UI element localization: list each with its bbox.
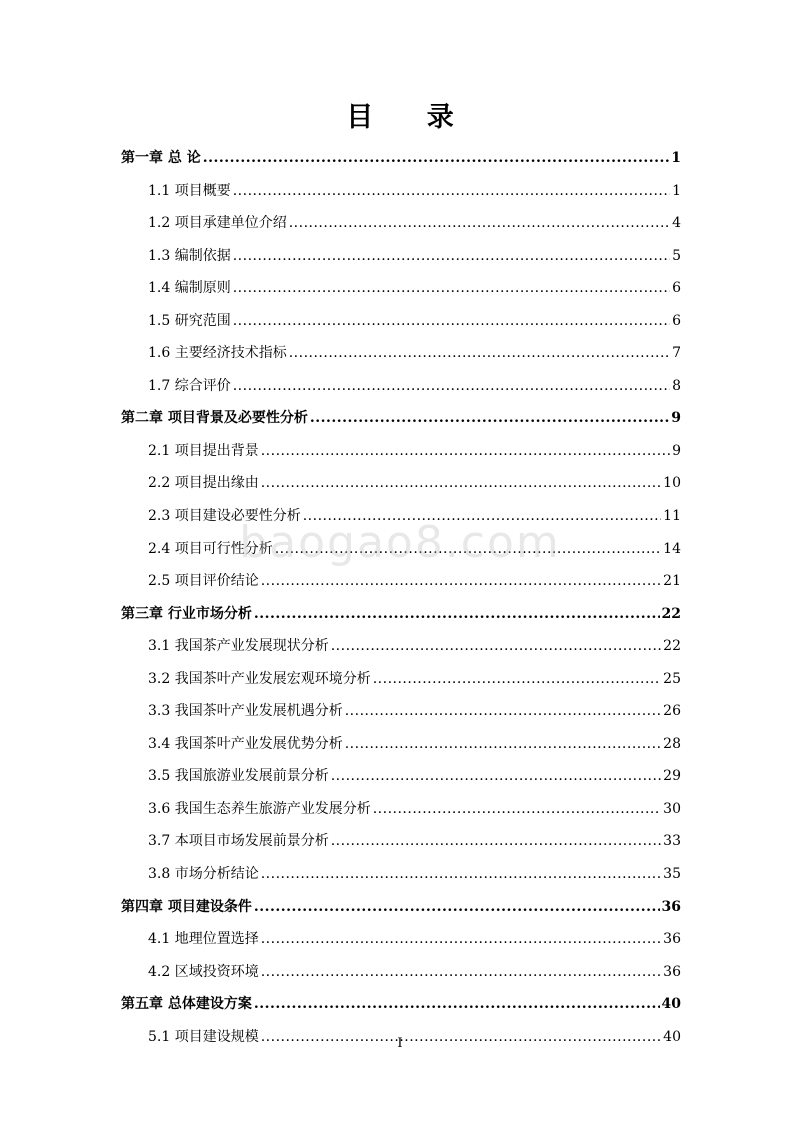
toc-dot-leader xyxy=(345,728,661,761)
toc-entry-label: 3.8 市场分析结论 xyxy=(148,866,259,883)
toc-entry-page: 1 xyxy=(672,182,681,199)
toc-chapter-entry[interactable] xyxy=(121,891,681,924)
toc-dot-leader xyxy=(261,467,661,500)
toc-section-entry[interactable] xyxy=(121,207,681,240)
toc-dot-leader xyxy=(331,630,661,663)
toc-entry-label: 4.2 区域投资环境 xyxy=(148,963,259,980)
toc-entry-page: 28 xyxy=(663,735,681,752)
toc-section-entry[interactable] xyxy=(121,435,681,468)
toc-entry-label: 1.5 研究范围 xyxy=(148,312,231,329)
toc-entry-label: 3.1 我国茶产业发展现状分析 xyxy=(148,638,329,655)
toc-dot-leader xyxy=(289,207,670,240)
toc-entry-label: 2.4 项目可行性分析 xyxy=(148,540,273,557)
toc-entry-label: 3.5 我国旅游业发展前景分析 xyxy=(148,768,329,785)
toc-entry-label: 第三章 行业市场分析 xyxy=(121,605,252,622)
toc-entry-page: 33 xyxy=(663,833,681,850)
toc-entry-page: 30 xyxy=(663,800,681,817)
toc-dot-leader xyxy=(275,533,661,566)
toc-dot-leader xyxy=(289,337,670,370)
toc-section-entry[interactable] xyxy=(121,630,681,663)
toc-entry-label: 5.1 项目建设规模 xyxy=(148,1028,259,1045)
toc-entry-page: 9 xyxy=(672,442,681,459)
toc-entry-label: 2.2 项目提出缘由 xyxy=(148,475,259,492)
toc-entry-page: 36 xyxy=(663,931,681,948)
toc-entry-label: 1.2 项目承建单位介绍 xyxy=(148,215,287,232)
toc-entry-page: 29 xyxy=(663,768,681,785)
toc-dot-leader xyxy=(233,175,670,208)
toc-entry-label: 3.6 我国生态养生旅游产业发展分析 xyxy=(148,800,371,817)
toc-dot-leader xyxy=(373,663,661,696)
toc-section-entry[interactable] xyxy=(121,760,681,793)
toc-entry-page: 21 xyxy=(663,573,681,590)
toc-entry-page: 11 xyxy=(663,508,681,525)
toc-entry-page: 26 xyxy=(663,703,681,720)
toc-section-entry[interactable] xyxy=(121,565,681,598)
toc-dot-leader xyxy=(254,988,660,1021)
toc-entry-page: 7 xyxy=(672,345,681,362)
toc-section-entry[interactable] xyxy=(121,663,681,696)
toc-entry-page: 10 xyxy=(663,475,681,492)
toc-entry-label: 第二章 项目背景及必要性分析 xyxy=(121,410,308,427)
toc-dot-leader xyxy=(331,760,661,793)
toc-entry-label: 第一章 总 论 xyxy=(121,150,201,166)
table-of-contents xyxy=(121,142,681,1053)
page-title: 目 录 xyxy=(346,102,476,133)
toc-entry-label: 4.1 地理位置选择 xyxy=(148,931,259,948)
toc-dot-leader xyxy=(261,956,661,989)
toc-section-entry[interactable] xyxy=(121,695,681,728)
toc-chapter-entry[interactable] xyxy=(121,598,681,631)
toc-dot-leader xyxy=(261,435,670,468)
toc-entry-label: 第五章 总体建设方案 xyxy=(121,996,252,1013)
toc-entry-label: 3.7 本项目市场发展前景分析 xyxy=(148,833,329,850)
toc-chapter-entry[interactable] xyxy=(121,142,681,175)
toc-entry-page: 5 xyxy=(672,247,681,264)
toc-entry-page: 6 xyxy=(672,312,681,329)
toc-dot-leader xyxy=(261,858,661,891)
toc-entry-page: 8 xyxy=(672,377,681,394)
toc-entry-page: 36 xyxy=(663,963,681,980)
toc-section-entry[interactable] xyxy=(121,533,681,566)
toc-section-entry[interactable] xyxy=(121,305,681,338)
toc-entry-label: 2.1 项目提出背景 xyxy=(148,442,259,459)
toc-section-entry[interactable] xyxy=(121,923,681,956)
watermark: baogao8.com xyxy=(239,517,561,568)
toc-chapter-entry[interactable] xyxy=(121,402,681,435)
toc-section-entry[interactable] xyxy=(121,467,681,500)
toc-section-entry[interactable] xyxy=(121,858,681,891)
toc-entry-page: 22 xyxy=(661,605,681,622)
toc-entry-label: 1.3 编制依据 xyxy=(148,247,231,264)
toc-entry-label: 3.2 我国茶叶产业发展宏观环境分析 xyxy=(148,670,371,687)
toc-entry-page: 22 xyxy=(663,638,681,655)
toc-entry-page: 9 xyxy=(671,410,681,427)
toc-entry-page: 35 xyxy=(663,866,681,883)
toc-section-entry[interactable] xyxy=(121,500,681,533)
toc-dot-leader xyxy=(203,142,670,175)
toc-dot-leader xyxy=(254,598,660,631)
toc-dot-leader xyxy=(345,695,661,728)
toc-dot-leader xyxy=(233,272,670,305)
page-number: I xyxy=(397,1036,403,1051)
toc-dot-leader xyxy=(310,402,669,435)
toc-dot-leader xyxy=(261,565,661,598)
toc-dot-leader xyxy=(233,240,670,273)
toc-dot-leader xyxy=(373,793,661,826)
toc-dot-leader xyxy=(303,500,661,533)
toc-section-entry[interactable] xyxy=(121,240,681,273)
toc-entry-label: 3.3 我国茶叶产业发展机遇分析 xyxy=(148,703,343,720)
toc-entry-label: 2.3 项目建设必要性分析 xyxy=(148,508,301,525)
toc-entry-page: 25 xyxy=(663,670,681,687)
toc-entry-label: 第四章 项目建设条件 xyxy=(121,898,252,915)
toc-entry-page: 4 xyxy=(672,215,681,232)
toc-section-entry[interactable] xyxy=(121,370,681,403)
toc-section-entry[interactable] xyxy=(121,825,681,858)
toc-entry-page: 36 xyxy=(661,898,681,915)
toc-entry-label: 2.5 项目评价结论 xyxy=(148,573,259,590)
toc-entry-page: 40 xyxy=(661,996,681,1013)
toc-entry-page: 6 xyxy=(672,280,681,297)
toc-dot-leader xyxy=(331,825,661,858)
toc-section-entry[interactable] xyxy=(121,956,681,989)
toc-entry-label: 1.7 综合评价 xyxy=(148,377,231,394)
toc-dot-leader xyxy=(254,891,660,924)
toc-entry-page: 14 xyxy=(663,540,681,557)
toc-entry-label: 1.4 编制原则 xyxy=(148,280,231,297)
toc-dot-leader xyxy=(233,305,670,338)
toc-entry-label: 1.1 项目概要 xyxy=(148,182,231,199)
toc-section-entry[interactable] xyxy=(121,272,681,305)
toc-section-entry[interactable] xyxy=(121,175,681,208)
toc-dot-leader xyxy=(261,923,661,956)
toc-section-entry[interactable] xyxy=(121,337,681,370)
toc-section-entry[interactable] xyxy=(121,728,681,761)
toc-chapter-entry[interactable] xyxy=(121,988,681,1021)
toc-entry-label: 1.6 主要经济技术指标 xyxy=(148,345,287,362)
toc-entry-page: 1 xyxy=(671,150,681,166)
toc-dot-leader xyxy=(233,370,670,403)
toc-section-entry[interactable] xyxy=(121,793,681,826)
toc-entry-label: 3.4 我国茶叶产业发展优势分析 xyxy=(148,735,343,752)
toc-entry-page: 40 xyxy=(663,1028,681,1045)
